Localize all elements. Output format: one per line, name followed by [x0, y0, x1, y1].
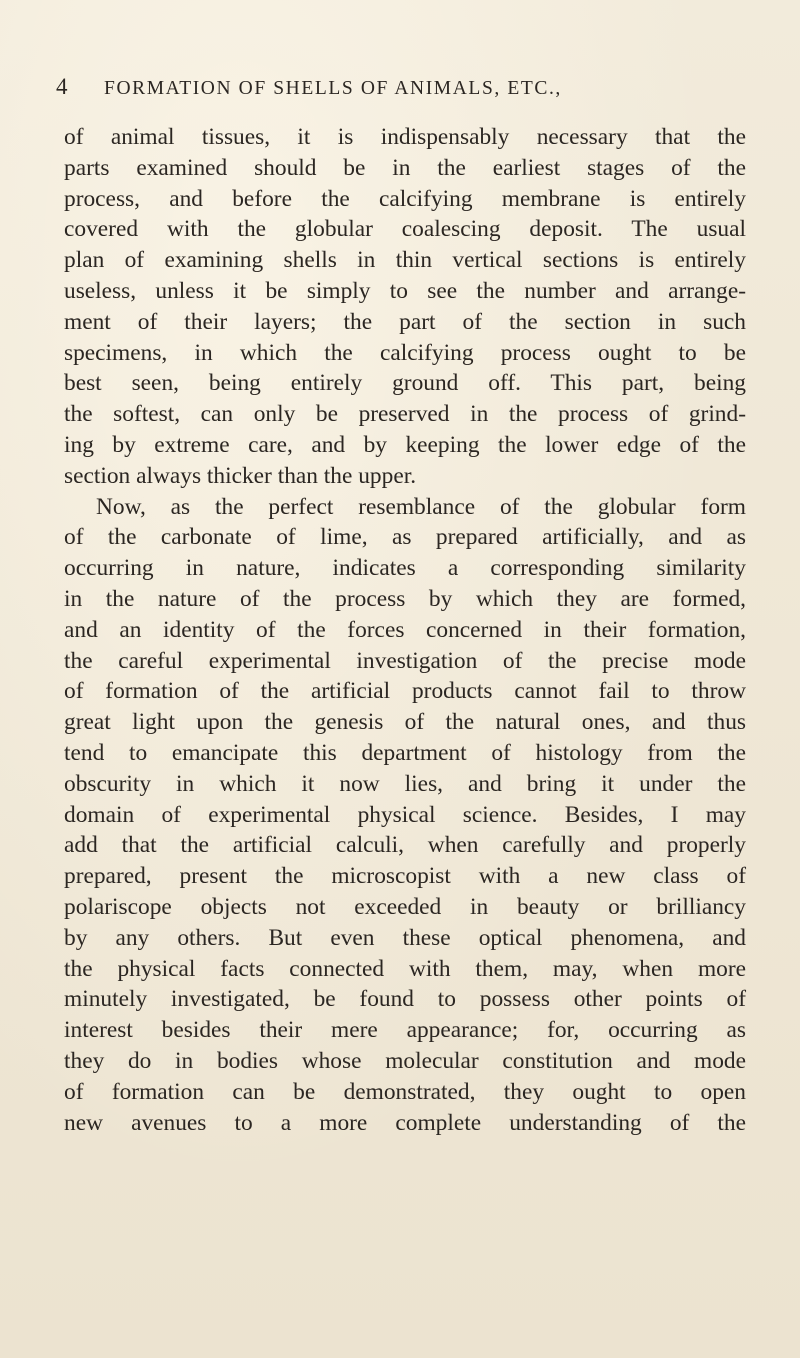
text-line: ing by extreme care, and by keeping the lower edge of the [64, 431, 746, 458]
text-line: covered with the globular coalescing deposit. The usual [64, 216, 746, 243]
text-line: polariscope objects not exceeded in beauty or brilliancy [64, 893, 746, 920]
text-line: the softest, can only be preserved in the process of grind- [64, 401, 746, 428]
text-line: the physical facts connected with them, may, when more [64, 955, 746, 982]
text-line: great light upon the genesis of the natural ones, and thus [64, 709, 746, 736]
text-line: add that the artificial calculi, when carefully and properly [64, 832, 746, 859]
text-line: by any others. But even these optical phenomena, and [64, 924, 746, 951]
text-line: of formation of the artificial products cannot fail to throw [64, 678, 746, 705]
page-number: 4 [56, 74, 68, 99]
text-line: domain of experimental physical science. Besides, I may [64, 801, 746, 828]
text-line: they do in bodies whose molecular constitution and mode [64, 1047, 746, 1074]
text-line: new avenues to a more complete understanding of the [64, 1109, 746, 1136]
text-line: specimens, in which the calcifying process ought to be [64, 339, 746, 366]
text-line: prepared, present the microscopist with a new class of [64, 863, 746, 890]
running-title: FORMATION OF SHELLS OF ANIMALS, ETC., [104, 78, 562, 99]
text-line: interest besides their mere appearance; for, occurring as [64, 1017, 746, 1044]
text-line: in the nature of the process by which they are formed, [64, 585, 746, 612]
text-line: tend to emancipate this department of histology from the [64, 739, 746, 766]
text-line: occurring in nature, indicates a corresponding similarity [64, 555, 746, 582]
page-header [56, 64, 746, 104]
paragraph-end-line: section always thicker than the upper. [64, 462, 417, 489]
text-line: process, and before the calcifying membrane is entirely [64, 185, 746, 212]
paragraph-start-line: Now, as the perfect resemblance of the globular form [96, 493, 746, 520]
text-line: useless, unless it be simply to see the number and arrange- [64, 277, 746, 304]
text-line: of the carbonate of lime, as prepared artificially, and as [64, 524, 746, 551]
text-line: plan of examining shells in thin vertical sections is entirely [64, 247, 746, 274]
text-line: minutely investigated, be found to possess other points of [64, 986, 746, 1013]
text-line: obscurity in which it now lies, and bring it under the [64, 770, 746, 797]
text-line: of animal tissues, it is indispensably necessary that the [64, 124, 746, 150]
text-line: of formation can be demonstrated, they ought to open [64, 1078, 746, 1105]
text-line: parts examined should be in the earliest stages of the [64, 154, 746, 181]
text-line: ment of their layers; the part of the section in such [64, 308, 746, 335]
text-line: the careful experimental investigation of the precise mode [64, 647, 746, 674]
body-text [64, 122, 746, 1138]
text-line: and an identity of the forces concerned in their formation, [64, 616, 746, 643]
text-line: best seen, being entirely ground off. This part, being [64, 370, 746, 397]
